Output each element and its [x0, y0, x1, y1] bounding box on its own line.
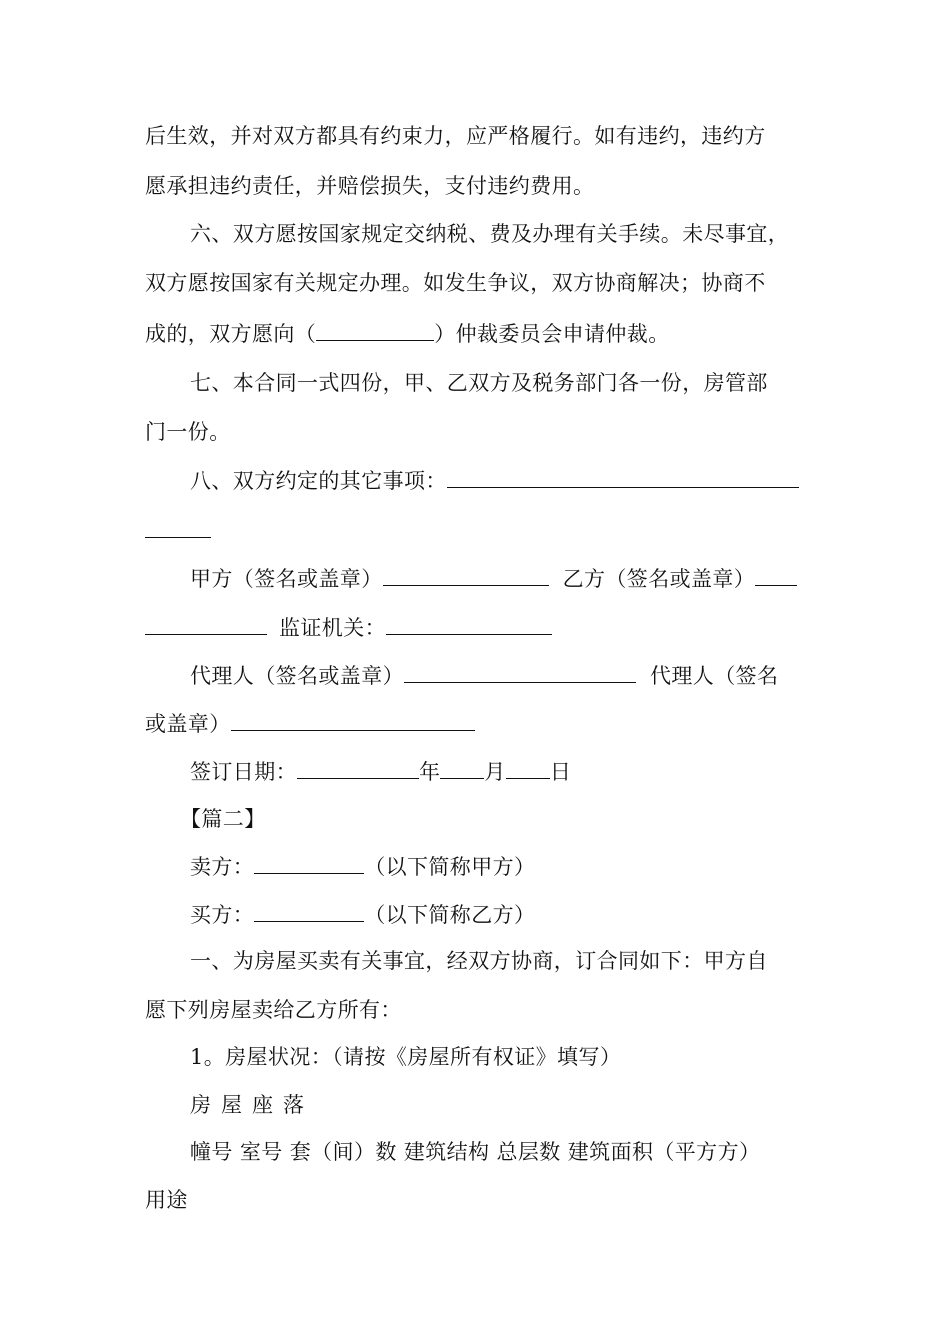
agent-line	[190, 660, 778, 691]
other-matters-blank-cont[interactable]	[145, 515, 211, 538]
house-columns-line: 幢号 室号 套（间）数 建筑结构 总层数 建筑面积（平方方）	[190, 1140, 761, 1164]
sign-date-label: 签订日期：	[190, 760, 297, 784]
agent-b-label-cont: 或盖章）	[145, 712, 231, 736]
party-b-label: 乙方（签名或盖章）	[562, 567, 756, 591]
buyer-note: （以下简称乙方）	[364, 903, 536, 927]
party-a-signature-blank[interactable]	[383, 563, 549, 586]
other-matters-blank[interactable]	[447, 465, 799, 488]
agent-a-blank[interactable]	[404, 660, 636, 683]
supervisor-label: 监证机关：	[279, 616, 386, 640]
seller-note: （以下简称甲方）	[364, 855, 536, 879]
text-segment: 成的，双方愿向（	[145, 322, 317, 346]
arbitration-line	[145, 318, 670, 349]
year-label: 年	[419, 760, 441, 784]
paragraph-line: 后生效，并对双方都具有约束力，应严格履行。如有违约，违约方	[145, 124, 766, 148]
buyer-line	[190, 899, 535, 930]
signature-line	[145, 612, 552, 643]
party-b-signature-blank[interactable]	[755, 563, 797, 586]
seller-blank[interactable]	[254, 851, 364, 874]
seller-label: 卖方：	[190, 855, 255, 879]
usage-line: 用途	[145, 1188, 188, 1212]
signature-line	[190, 563, 797, 594]
paragraph-line: 双方愿按国家有关规定办理。如发生争议，双方协商解决；协商不	[145, 271, 766, 295]
sign-date-line	[190, 756, 571, 787]
agent-b-label: 代理人（签名	[650, 664, 779, 688]
seller-line	[190, 851, 535, 882]
agent-a-label: 代理人（签名或盖章）	[190, 664, 404, 688]
party-b-signature-blank-cont[interactable]	[145, 612, 267, 635]
text-segment: 八、双方约定的其它事项：	[190, 469, 447, 493]
clause-eight-line	[190, 465, 799, 496]
agent-line	[145, 708, 475, 739]
blank-continuation-line	[145, 515, 211, 546]
clause-six-line: 六、双方愿按国家规定交纳税、费及办理有关手续。未尽事宜，	[190, 222, 790, 246]
agent-b-blank[interactable]	[231, 708, 475, 731]
year-blank[interactable]	[297, 756, 419, 779]
buyer-blank[interactable]	[254, 899, 364, 922]
house-location-line: 房屋座落	[190, 1093, 314, 1117]
paragraph-line: 愿承担违约责任，并赔偿损失，支付违约费用。	[145, 174, 595, 198]
buyer-label: 买方：	[190, 903, 255, 927]
day-label: 日	[549, 760, 572, 784]
party-a-label: 甲方（签名或盖章）	[190, 567, 383, 591]
clause-one-line: 一、为房屋买卖有关事宜，经双方协商，订合同如下：甲方自	[190, 949, 768, 973]
section-heading: 【篇二】	[180, 807, 266, 831]
house-status-line: 1。房屋状况：（请按《房屋所有权证》填写）	[190, 1045, 622, 1069]
month-blank[interactable]	[440, 756, 484, 779]
paragraph-line: 门一份。	[145, 420, 231, 444]
paragraph-line: 愿下列房屋卖给乙方所有：	[145, 998, 402, 1022]
text-segment: ）仲裁委员会申请仲裁。	[434, 322, 670, 346]
month-label: 月	[484, 760, 506, 784]
day-blank[interactable]	[506, 756, 550, 779]
clause-seven-line: 七、本合同一式四份，甲、乙双方及税务部门各一份，房管部	[190, 371, 768, 395]
supervisor-blank[interactable]	[386, 612, 552, 635]
arbitration-blank[interactable]	[316, 318, 434, 341]
